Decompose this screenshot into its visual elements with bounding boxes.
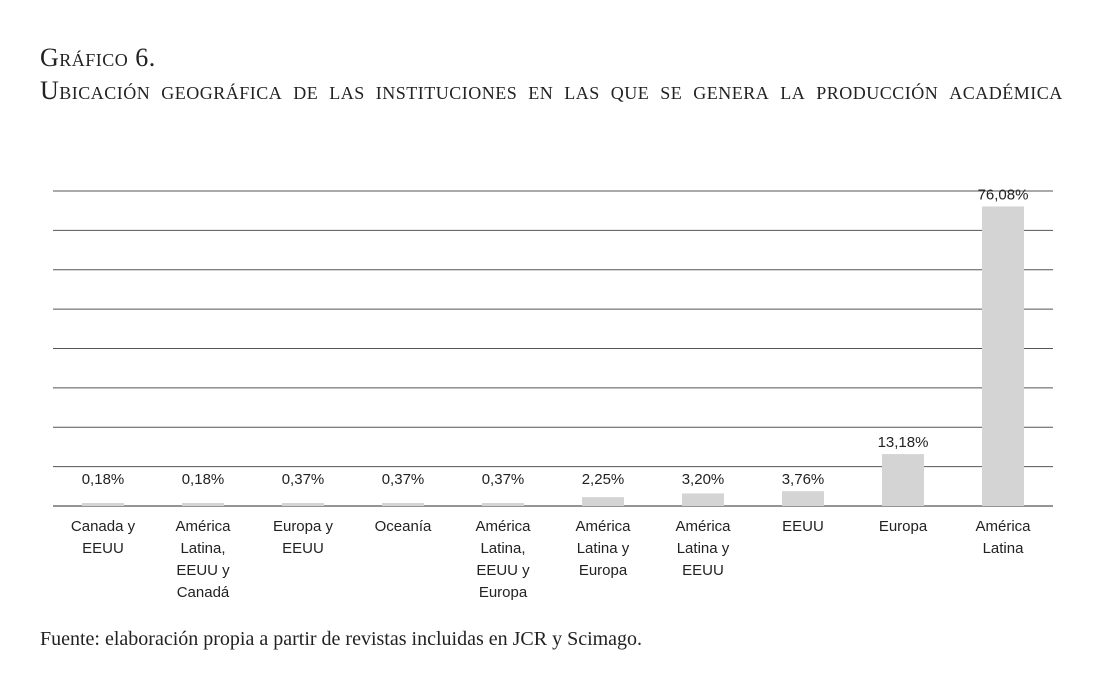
value-label: 0,37%	[281, 471, 325, 488]
category-label-line: Oceanía	[374, 518, 432, 535]
category-label-line: Canadá	[176, 584, 230, 601]
bar-chart	[0, 160, 1107, 620]
bar	[282, 503, 324, 506]
category-label-line: EEUU y	[176, 562, 230, 579]
category-label	[975, 518, 1031, 557]
category-label-line: Europa	[878, 518, 928, 535]
category-label-line: Latina,	[480, 540, 526, 557]
category-label-line: Latina	[982, 540, 1024, 557]
figure-title: Ubicación geográfica de las instituciones en las que se genera la producción académica	[40, 76, 1063, 105]
category-label-line: América	[575, 518, 631, 535]
value-label: 3,20%	[681, 471, 725, 488]
bar	[182, 503, 224, 506]
value-labels	[82, 186, 1029, 488]
category-label	[879, 518, 928, 535]
category-label	[273, 518, 334, 557]
figure-source: Fuente: elaboración propia a partir de revistas incluidas en JCR y Scimago.	[40, 628, 643, 650]
value-label: 3,76%	[781, 471, 825, 488]
category-label	[475, 518, 531, 601]
category-label	[71, 518, 136, 557]
category-label-line: Europa	[578, 562, 628, 579]
category-label	[375, 518, 432, 535]
value-label: 76,08%	[977, 186, 1029, 204]
category-label-line: Canada y	[70, 518, 136, 535]
bars	[82, 206, 1024, 506]
bar	[82, 503, 124, 506]
category-label-line: América	[475, 518, 531, 535]
value-label: 13,18%	[877, 434, 929, 452]
category-label-line: Latina,	[180, 540, 226, 557]
figure-heading	[40, 42, 1068, 108]
category-label-line: EEUU y	[476, 562, 530, 579]
category-labels	[71, 518, 1031, 601]
bar	[882, 454, 924, 506]
category-label-line: América	[975, 518, 1031, 535]
value-label: 0,18%	[181, 471, 225, 488]
category-label-line: EEUU	[282, 540, 324, 557]
bar	[582, 497, 624, 506]
value-label: 2,25%	[581, 471, 625, 488]
category-label	[675, 518, 731, 579]
value-label: 0,37%	[481, 471, 525, 488]
value-label: 0,18%	[81, 471, 125, 488]
category-label-line: EEUU	[82, 540, 124, 557]
category-label-line: Europa y	[272, 518, 334, 535]
figure-label: Gráfico 6.	[40, 43, 156, 72]
category-label	[782, 518, 824, 535]
bar	[682, 493, 724, 506]
category-label-line: EEUU	[782, 518, 824, 535]
value-label: 0,37%	[381, 471, 425, 488]
bar	[482, 503, 524, 506]
category-label-line: América	[675, 518, 731, 535]
category-label-line: América	[175, 518, 231, 535]
bar	[982, 206, 1024, 506]
category-label-line: Latina y	[576, 540, 630, 557]
category-label	[175, 518, 231, 601]
category-label-line: EEUU	[682, 562, 724, 579]
category-label	[575, 518, 631, 579]
category-label-line: Europa	[478, 584, 528, 601]
bar	[782, 491, 824, 506]
bar	[382, 503, 424, 506]
category-label-line: Latina y	[676, 540, 730, 557]
